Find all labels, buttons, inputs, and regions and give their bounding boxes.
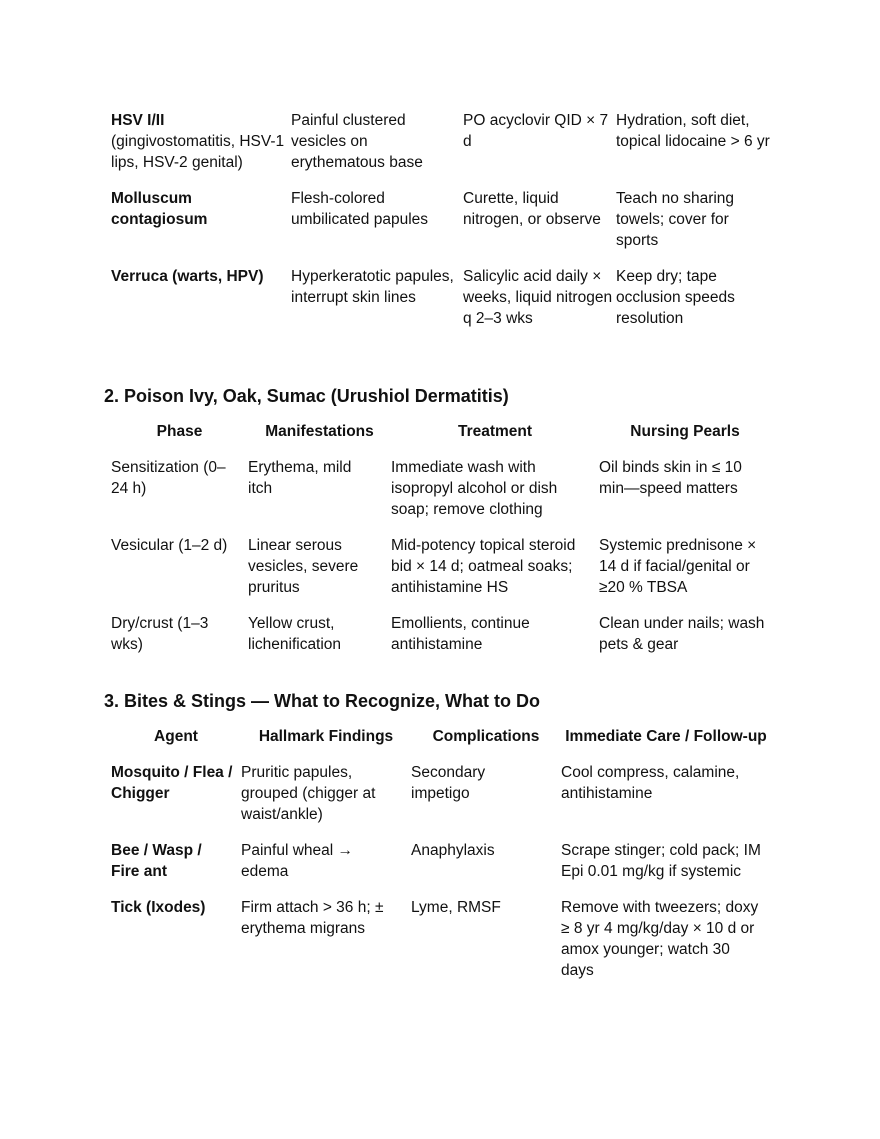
table-header-row — [111, 726, 771, 762]
column-header: Complications — [432, 728, 540, 745]
table-row — [111, 535, 771, 613]
treatment-cell: Emollients, continue antihistamine — [391, 615, 530, 653]
table-row — [111, 266, 771, 329]
treatment-cell: PO acyclovir QID × 7 d — [463, 112, 609, 150]
findings-cell: Painful wheal → edema — [241, 842, 354, 880]
treatment-cell: Salicylic acid daily × weeks, liquid nitrogen q 2–3 wks — [463, 268, 613, 327]
complications-cell: Anaphylaxis — [411, 842, 495, 859]
findings-cell: Hyperkeratotic papules, interrupt skin lines — [291, 268, 454, 306]
care-cell: Remove with tweezers; doxy ≥ 8 yr 4 mg/kg/day × 10 d or amox younger; watch 30 days — [561, 899, 759, 979]
phase-cell: Dry/crust (1–3 wks) — [111, 615, 209, 653]
table-header-row — [111, 421, 771, 457]
findings-cell: Painful clustered vesicles on erythematous base — [291, 112, 423, 171]
treatment-cell: Immediate wash with isopropyl alcohol or dish soap; remove clothing — [391, 459, 558, 518]
findings-cell: Flesh-colored umbilicated papules — [291, 190, 429, 228]
condition-cell — [111, 266, 291, 329]
column-header: Agent — [154, 728, 198, 745]
complications-cell: Lyme, RMSF — [411, 899, 501, 916]
complications-cell: Secondary impetigo — [411, 764, 486, 802]
pearls-cell: Systemic prednisone × 14 d if facial/genital or ≥20 % TBSA — [599, 537, 757, 596]
poison-ivy-table — [111, 421, 771, 655]
condition-name: HSV I/II — [111, 112, 165, 129]
table-row — [111, 110, 771, 188]
agent-cell: Bee / Wasp / Fire ant — [111, 842, 202, 880]
care-cell: Cool compress, calamine, antihistamine — [561, 764, 740, 802]
condition-cell — [111, 110, 291, 188]
condition-name: Verruca (warts, HPV) — [111, 268, 264, 285]
nursing-cell: Teach no sharing towels; cover for sports — [616, 190, 735, 249]
treatment-cell: Mid-potency topical steroid bid × 14 d; oatmeal soaks; antihistamine HS — [391, 537, 576, 596]
bites-stings-table — [111, 726, 771, 981]
condition-cell — [111, 188, 291, 266]
manifestations-cell: Erythema, mild itch — [248, 459, 352, 497]
manifestations-cell: Linear serous vesicles, severe pruritus — [248, 537, 359, 596]
treatment-cell: Curette, liquid nitrogen, or observe — [463, 190, 601, 228]
agent-cell: Mosquito / Flea / Chigger — [111, 764, 233, 802]
column-header: Nursing Pearls — [630, 423, 740, 440]
section-heading-poison-ivy: 2. Poison Ivy, Oak, Sumac (Urushiol Dermatitis) — [104, 386, 509, 406]
table-row — [111, 762, 771, 840]
table-row — [111, 188, 771, 266]
table-row — [111, 897, 771, 981]
column-header: Phase — [156, 423, 203, 440]
column-header: Immediate Care / Follow-up — [565, 728, 767, 745]
findings-cell: Firm attach > 36 h; ± erythema migrans — [241, 899, 384, 937]
table-row — [111, 840, 771, 897]
condition-name: Molluscum contagiosum — [111, 190, 208, 228]
pearls-cell: Oil binds skin in ≤ 10 min—speed matters — [599, 459, 742, 497]
nursing-cell: Keep dry; tape occlusion speeds resolution — [616, 268, 735, 327]
viral-infections-table — [111, 110, 771, 329]
phase-cell: Vesicular (1–2 d) — [111, 537, 228, 554]
condition-detail: (gingivostomatitis, HSV-1 lips, HSV-2 genital) — [111, 133, 285, 171]
nursing-cell: Hydration, soft diet, topical lidocaine > 6 yr — [616, 112, 770, 150]
column-header: Treatment — [457, 423, 533, 440]
phase-cell: Sensitization (0–24 h) — [111, 459, 226, 497]
pearls-cell: Clean under nails; wash pets & gear — [599, 615, 765, 653]
findings-cell: Pruritic papules, grouped (chigger at waist/ankle) — [241, 764, 376, 823]
column-header: Manifestations — [265, 423, 374, 440]
care-cell: Scrape stinger; cold pack; IM Epi 0.01 mg/kg if systemic — [561, 842, 761, 880]
agent-cell: Tick (Ixodes) — [111, 899, 206, 916]
table-row — [111, 457, 771, 535]
column-header: Hallmark Findings — [258, 728, 394, 745]
section-heading-bites-stings: 3. Bites & Stings — What to Recognize, What to Do — [104, 691, 541, 711]
manifestations-cell: Yellow crust, lichenification — [248, 615, 342, 653]
table-row — [111, 613, 771, 655]
